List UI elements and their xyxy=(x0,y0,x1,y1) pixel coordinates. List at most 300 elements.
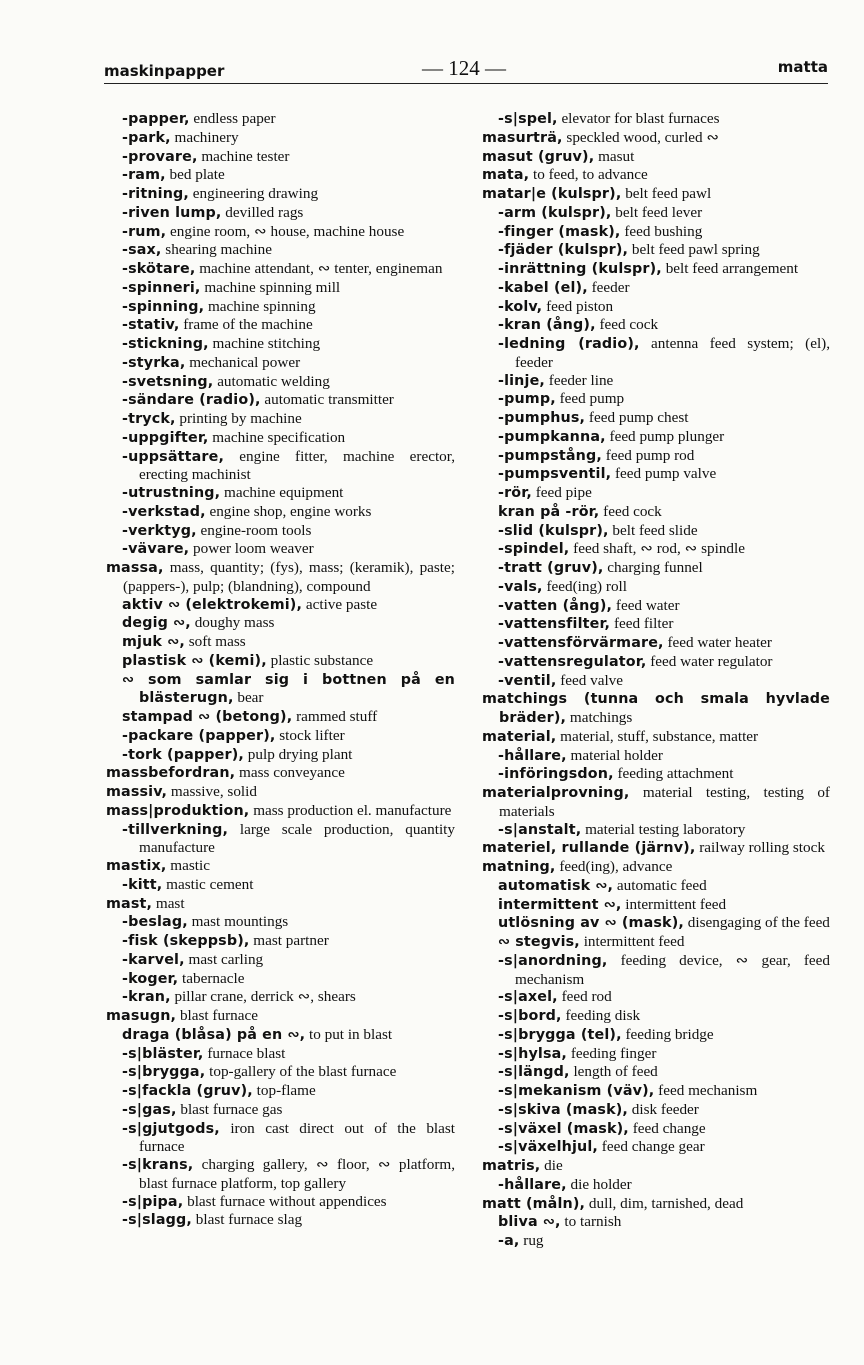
entry-headword: bliva ∾, xyxy=(498,1214,561,1231)
entry-translation: mechanical power xyxy=(189,353,301,371)
entry-translation: feed rod xyxy=(561,988,612,1006)
entry-translation: dull, dim, tarnished, dead xyxy=(588,1194,744,1212)
left-column xyxy=(106,110,455,1230)
entry-translation: machine specification xyxy=(212,428,346,446)
entry-headword: -finger (mask), xyxy=(498,223,621,240)
entry-translation: mastic xyxy=(170,857,210,874)
entry-headword: aktiv ∾ (elektrokemi), xyxy=(122,596,303,613)
entry-headword: -svetsning, xyxy=(122,373,214,390)
dictionary-subentry xyxy=(122,913,455,932)
header-left-guideword: maskinpapper xyxy=(104,62,225,80)
entry-translation: feed water heater xyxy=(667,634,772,651)
page-header xyxy=(104,56,828,84)
dictionary-subentry xyxy=(498,1082,830,1101)
entry-translation: blast furnace without appendices xyxy=(187,1192,387,1210)
entry-headword: -s|gas, xyxy=(122,1101,177,1118)
entry-translation: mast xyxy=(155,894,185,912)
entry-headword: material, xyxy=(482,728,557,745)
entry-headword: -spinneri, xyxy=(122,279,201,296)
entry-headword: utlösning av ∾ (mask), xyxy=(498,915,684,932)
entry-headword: -s|spel, xyxy=(498,111,558,127)
dictionary-subentry xyxy=(498,465,830,484)
dictionary-subentry xyxy=(498,1120,830,1139)
dictionary-subentry xyxy=(498,503,830,522)
entry-translation: feed pipe xyxy=(535,484,592,501)
dictionary-subentry xyxy=(498,260,830,279)
entry-headword: degig ∾, xyxy=(122,615,191,632)
page-number: — 124 — xyxy=(422,56,506,80)
entry-translation: mass production el. manufacture xyxy=(253,801,452,819)
entry-headword: mast, xyxy=(106,895,153,912)
entry-headword: -s|anstalt, xyxy=(498,821,582,838)
entry-headword: -s|gjutgods, xyxy=(122,1120,220,1137)
dictionary-entry xyxy=(482,1195,830,1214)
entry-headword: massiv, xyxy=(106,784,168,800)
entry-headword: -a, xyxy=(498,1233,520,1249)
entry-headword: -sax, xyxy=(122,242,162,259)
entry-translation: feed pump xyxy=(559,390,625,408)
entry-headword: -stativ, xyxy=(122,317,180,334)
entry-translation: engine shop, engine works xyxy=(209,502,372,520)
dictionary-subentry xyxy=(498,204,830,223)
entry-translation: feed bushing xyxy=(624,222,703,240)
entry-headword: -hållare, xyxy=(498,747,567,764)
entry-translation: frame of the machine xyxy=(183,316,313,334)
entry-headword: -vatten (ång), xyxy=(498,597,613,614)
entry-headword: automatisk ∾, xyxy=(498,877,614,894)
entry-translation: feeder line xyxy=(548,371,614,389)
entry-translation: tabernacle xyxy=(182,969,245,987)
entry-translation: plastic substance xyxy=(270,651,374,669)
dictionary-subentry xyxy=(498,1232,830,1251)
dictionary-subentry xyxy=(122,241,455,260)
entry-headword: -tryck, xyxy=(122,411,176,427)
entry-headword: -ram, xyxy=(122,167,166,184)
entry-headword: intermittent ∾, xyxy=(498,896,622,913)
entry-translation: intermittent feed xyxy=(583,933,685,950)
entry-translation: to feed, to advance xyxy=(533,166,648,184)
entry-translation: feed change gear xyxy=(601,1138,705,1156)
entry-translation: feeding finger xyxy=(570,1044,657,1062)
dictionary-subentry xyxy=(122,633,455,652)
entry-translation: devilled rags xyxy=(225,203,304,221)
entry-translation: belt feed pawl spring xyxy=(631,241,760,259)
dictionary-entry xyxy=(106,1007,455,1026)
dictionary-subentry xyxy=(122,484,455,503)
entry-headword: -vattensförvärmare, xyxy=(498,635,664,651)
entry-headword: mastix, xyxy=(106,858,167,874)
dictionary-subentry xyxy=(498,540,830,559)
entry-headword: -ledning (radio), xyxy=(498,336,640,352)
entry-headword: -inrättning (kulspr), xyxy=(498,261,662,277)
dictionary-entry xyxy=(106,802,455,821)
entry-headword: -ventil, xyxy=(498,672,557,689)
entry-translation: length of feed xyxy=(573,1063,658,1081)
entry-translation: engineering drawing xyxy=(192,185,319,202)
entry-headword: materiel, rullande (järnv), xyxy=(482,840,696,857)
entry-headword: -s|bord, xyxy=(498,1008,562,1024)
entry-headword: -fjäder (kulspr), xyxy=(498,242,629,259)
dictionary-subentry xyxy=(122,1120,455,1157)
dictionary-subentry xyxy=(122,223,455,242)
entry-headword: matris, xyxy=(482,1158,541,1174)
entry-headword: masut (gruv), xyxy=(482,148,595,165)
entry-translation: intermittent feed xyxy=(625,895,727,913)
entry-headword: -pumpsventil, xyxy=(498,466,612,483)
entry-headword: -karvel, xyxy=(122,951,185,968)
entry-headword: -vals, xyxy=(498,578,543,595)
entry-translation: material testing laboratory xyxy=(585,820,746,838)
dictionary-subentry xyxy=(122,279,455,298)
dictionary-subentry xyxy=(498,484,830,503)
entry-translation: top-gallery of the blast furnace xyxy=(209,1063,397,1081)
dictionary-subentry xyxy=(498,522,830,541)
entry-headword: -s|brygga (tel), xyxy=(498,1026,622,1043)
dictionary-subentry xyxy=(122,1101,455,1120)
entry-translation: antenna feed system; (el), feeder xyxy=(515,335,831,371)
dictionary-subentry xyxy=(498,241,830,260)
entry-headword: -s|hylsa, xyxy=(498,1045,568,1062)
entry-headword: -riven lump, xyxy=(122,204,222,221)
entry-headword: -s|axel, xyxy=(498,989,558,1006)
dictionary-subentry xyxy=(498,672,830,691)
entry-headword: matchings (tunna och smala hyvlade bräder), xyxy=(482,691,830,726)
entry-translation: doughy mass xyxy=(194,614,275,632)
entry-headword: -tratt (gruv), xyxy=(498,560,604,576)
entry-headword: -ritning, xyxy=(122,186,189,202)
entry-translation: die xyxy=(544,1157,563,1174)
entry-translation: pulp drying plant xyxy=(247,745,353,763)
entry-headword: -s|växelhjul, xyxy=(498,1139,598,1156)
entry-headword: ∾ som samlar sig i bottnen på en blästerugn, xyxy=(122,671,455,707)
dictionary-subentry xyxy=(122,540,455,559)
entry-headword: -styrka, xyxy=(122,354,186,371)
dictionary-subentry xyxy=(498,988,830,1007)
entry-translation: mast mountings xyxy=(191,913,289,931)
dictionary-subentry xyxy=(498,559,830,578)
dictionary-subentry xyxy=(498,1063,830,1082)
dictionary-subentry xyxy=(122,746,455,765)
entry-headword: -kitt, xyxy=(122,876,163,893)
entry-translation: blast furnace gas xyxy=(180,1100,283,1118)
entry-translation: belt feed pawl xyxy=(625,185,712,202)
dictionary-subentry xyxy=(122,1045,455,1064)
entry-translation: massive, solid xyxy=(170,783,257,800)
entry-headword: -införingsdon, xyxy=(498,766,614,783)
entry-translation: feeding attachment xyxy=(617,765,734,783)
entry-headword: -s|krans, xyxy=(122,1157,194,1173)
dictionary-subentry xyxy=(122,316,455,335)
entry-headword: matar|e (kulspr), xyxy=(482,186,622,202)
entry-headword: -stickning, xyxy=(122,336,209,352)
dictionary-subentry xyxy=(498,1101,830,1120)
dictionary-subentry xyxy=(498,390,830,409)
dictionary-entry xyxy=(482,129,830,148)
entry-translation: power loom weaver xyxy=(193,540,314,558)
entry-translation: pillar crane, derrick ∾, shears xyxy=(174,988,356,1006)
entry-translation: feeding bridge xyxy=(625,1025,714,1043)
entry-translation: iron cast direct out of the blast furnace xyxy=(139,1119,456,1156)
entry-translation: mastic cement xyxy=(166,875,254,893)
entry-translation: feed(ing) roll xyxy=(546,577,627,595)
entry-headword: massa, xyxy=(106,560,164,576)
entry-translation: feed piston xyxy=(546,297,614,315)
dictionary-entry xyxy=(482,1157,830,1176)
entry-headword: -kran, xyxy=(122,989,171,1006)
entry-headword: -s|mekanism (väv), xyxy=(498,1083,655,1099)
entry-headword: -spindel, xyxy=(498,541,570,558)
entry-translation: blast furnace slag xyxy=(195,1211,303,1229)
entry-translation: feed pump valve xyxy=(615,465,717,483)
dictionary-entry xyxy=(106,895,455,914)
entry-headword: -s|anordning, xyxy=(498,952,608,969)
entry-headword: -vävare, xyxy=(122,541,190,558)
dictionary-subentry xyxy=(122,522,455,541)
entry-headword: -rör, xyxy=(498,485,532,501)
entry-headword: mata, xyxy=(482,167,530,184)
entry-headword: -slid (kulspr), xyxy=(498,522,609,539)
entry-translation: elevator for blast furnaces xyxy=(561,110,720,127)
dictionary-entry xyxy=(106,857,455,876)
dictionary-subentry xyxy=(498,409,830,428)
entry-translation: material testing, testing of materials xyxy=(499,784,830,820)
dictionary-subentry xyxy=(498,765,830,784)
entry-translation: mass conveyance xyxy=(239,764,345,782)
entry-translation: feed mechanism xyxy=(658,1082,758,1099)
dictionary-subentry xyxy=(498,952,830,989)
dictionary-subentry xyxy=(498,597,830,616)
dictionary-subentry xyxy=(498,279,830,298)
entry-translation: printing by machine xyxy=(179,410,302,427)
dictionary-entry xyxy=(482,784,830,821)
entry-headword: -utrustning, xyxy=(122,485,221,501)
dictionary-subentry xyxy=(122,1211,455,1230)
entry-translation: bed plate xyxy=(169,166,225,184)
entry-headword: -s|fackla (gruv), xyxy=(122,1083,253,1099)
entry-headword: -s|slagg, xyxy=(122,1212,192,1229)
dictionary-subentry xyxy=(498,578,830,597)
entry-translation: machine spinning xyxy=(207,297,316,315)
entry-translation: large scale production, quantity manufacture xyxy=(139,820,455,857)
dictionary-subentry xyxy=(122,932,455,951)
entry-translation: machine stitching xyxy=(212,335,321,352)
entry-translation: top-flame xyxy=(256,1082,316,1099)
entry-translation: to put in blast xyxy=(309,1025,393,1043)
entry-translation: feed valve xyxy=(560,671,624,689)
entry-translation: mast partner xyxy=(253,932,329,949)
dictionary-entry xyxy=(482,148,830,167)
entry-headword: -spinning, xyxy=(122,298,205,315)
entry-translation: feed filter xyxy=(613,615,674,633)
header-rule xyxy=(104,83,828,84)
entry-translation: feed pump chest xyxy=(588,409,689,426)
entry-translation: material holder xyxy=(570,746,663,764)
dictionary-subentry xyxy=(122,614,455,633)
entry-headword: -uppgifter, xyxy=(122,429,209,446)
entry-headword: masurträ, xyxy=(482,129,563,146)
dictionary-subentry xyxy=(122,373,455,392)
entry-headword: -vattensfilter, xyxy=(498,616,611,633)
dictionary-subentry xyxy=(122,129,455,148)
dictionary-subentry xyxy=(122,821,455,858)
entry-translation: automatic feed xyxy=(616,876,707,894)
entry-headword: -park, xyxy=(122,129,171,146)
entry-translation: feed change xyxy=(632,1119,706,1137)
entry-headword: -s|växel (mask), xyxy=(498,1120,629,1137)
entry-translation: engine room, ∾ house, machine house xyxy=(170,222,405,240)
dictionary-subentry xyxy=(498,1176,830,1195)
entry-translation: machine attendant, ∾ tenter, engineman xyxy=(199,260,443,277)
dictionary-subentry xyxy=(122,708,455,727)
dictionary-subentry xyxy=(498,634,830,653)
dictionary-subentry xyxy=(498,1026,830,1045)
entry-translation: feed cock xyxy=(603,502,662,520)
entry-headword: draga (blåsa) på en ∾, xyxy=(122,1026,306,1043)
entry-translation: disk feeder xyxy=(631,1100,699,1118)
dictionary-subentry xyxy=(122,204,455,223)
entry-headword: matt (måln), xyxy=(482,1195,586,1212)
entry-headword: -kabel (el), xyxy=(498,279,588,296)
dictionary-subentry xyxy=(122,185,455,204)
dictionary-subentry xyxy=(122,148,455,167)
entry-translation: feed water regulator xyxy=(650,652,773,670)
entry-translation: belt feed lever xyxy=(615,203,703,221)
entry-translation: rug xyxy=(523,1232,544,1249)
entry-headword: kran på -rör, xyxy=(498,503,600,520)
entry-translation: soft mass xyxy=(188,633,246,650)
dictionary-subentry xyxy=(498,428,830,447)
entry-translation: matchings xyxy=(569,709,633,726)
dictionary-entry xyxy=(106,783,455,802)
entry-translation: feed pump plunger xyxy=(609,427,725,445)
dictionary-subentry xyxy=(122,260,455,279)
entry-translation: machinery xyxy=(174,128,239,146)
entry-translation: feed water xyxy=(615,596,680,614)
dictionary-subentry xyxy=(498,335,830,372)
entry-translation: machine spinning mill xyxy=(204,278,341,296)
header-right-guideword: matta xyxy=(777,58,828,76)
entry-translation: die holder xyxy=(570,1175,632,1193)
dictionary-subentry xyxy=(498,1213,830,1232)
dictionary-entry xyxy=(106,559,455,596)
dictionary-subentry xyxy=(122,970,455,989)
dictionary-subentry xyxy=(122,448,455,485)
dictionary-subentry xyxy=(122,671,455,709)
entry-headword: materialprovning, xyxy=(482,785,630,801)
entry-translation: engine-room tools xyxy=(200,521,312,539)
dictionary-subentry xyxy=(122,298,455,317)
entry-translation: material, stuff, substance, matter xyxy=(560,727,759,745)
dictionary-entry xyxy=(482,839,830,858)
entry-headword: -pumphus, xyxy=(498,410,586,426)
entry-headword: -papper, xyxy=(122,111,190,127)
dictionary-subentry xyxy=(498,1007,830,1026)
entry-translation: feed shaft, ∾ rod, ∾ spindle xyxy=(573,540,745,558)
entry-headword: plastisk ∾ (kemi), xyxy=(122,652,267,669)
dictionary-subentry xyxy=(122,988,455,1007)
entry-translation: charging funnel xyxy=(607,559,703,576)
dictionary-subentry xyxy=(122,1063,455,1082)
entry-translation: automatic transmitter xyxy=(264,391,394,409)
dictionary-subentry xyxy=(122,652,455,671)
entry-headword: -s|bläster, xyxy=(122,1045,204,1062)
entry-headword: -pump, xyxy=(498,391,556,408)
entry-translation: engine fitter, machine erector, erecting machinist xyxy=(139,447,456,484)
entry-headword: -s|längd, xyxy=(498,1064,570,1081)
entry-headword: -s|pipa, xyxy=(122,1193,184,1210)
dictionary-entry xyxy=(482,690,830,728)
entry-headword: -rum, xyxy=(122,223,167,240)
entry-headword: -tork (papper), xyxy=(122,746,244,763)
entry-translation: feeding device, ∾ gear, feed mechanism xyxy=(515,951,830,988)
dictionary-subentry xyxy=(122,429,455,448)
dictionary-subentry xyxy=(498,914,830,933)
dictionary-subentry xyxy=(122,110,455,129)
entry-headword: -kran (ång), xyxy=(498,317,596,334)
entry-translation: to tarnish xyxy=(564,1213,622,1231)
dictionary-subentry xyxy=(122,727,455,746)
entry-headword: -provare, xyxy=(122,148,198,165)
entry-headword: -arm (kulspr), xyxy=(498,204,612,221)
dictionary-entry xyxy=(482,728,830,747)
dictionary-entry xyxy=(482,858,830,877)
entry-translation: belt feed arrangement xyxy=(665,260,799,277)
entry-headword: -uppsättare, xyxy=(122,448,225,465)
dictionary-subentry xyxy=(122,391,455,410)
entry-translation: disengaging of the feed xyxy=(687,914,830,932)
entry-headword: -kolv, xyxy=(498,298,543,315)
entry-translation: railway rolling stock xyxy=(699,839,825,857)
right-column xyxy=(482,110,830,1251)
entry-headword: -sändare (radio), xyxy=(122,392,261,409)
entry-headword: -skötare, xyxy=(122,261,196,277)
dictionary-subentry xyxy=(122,876,455,895)
entry-translation: machine equipment xyxy=(224,484,344,501)
dictionary-subentry xyxy=(498,223,830,242)
dictionary-subentry xyxy=(122,1082,455,1101)
entry-translation: feed(ing), advance xyxy=(559,858,673,875)
dictionary-subentry xyxy=(122,354,455,373)
entry-headword: -s|skiva (mask), xyxy=(498,1101,628,1118)
dictionary-subentry xyxy=(122,1026,455,1045)
dictionary-subentry xyxy=(498,316,830,335)
dictionary-subentry xyxy=(498,1045,830,1064)
entry-headword: -beslag, xyxy=(122,914,188,931)
entry-headword: -pumpstång, xyxy=(498,447,602,464)
entry-translation: blast furnace xyxy=(179,1007,258,1024)
entry-headword: -verktyg, xyxy=(122,522,197,539)
dictionary-subentry xyxy=(498,877,830,896)
entry-headword: ∾ stegvis, xyxy=(498,934,580,950)
entry-translation: feed pump rod xyxy=(605,446,695,464)
entry-translation: shearing machine xyxy=(165,241,272,259)
dictionary-subentry xyxy=(498,933,830,952)
entry-translation: belt feed slide xyxy=(612,521,698,539)
entry-translation: charging gallery, ∾ floor, ∾ platform, blast furnace platform, top gallery xyxy=(139,1156,456,1192)
entry-translation: bear xyxy=(237,689,264,707)
dictionary-subentry xyxy=(498,372,830,391)
dictionary-subentry xyxy=(498,110,830,129)
entry-headword: mjuk ∾, xyxy=(122,634,185,650)
entry-headword: -verkstad, xyxy=(122,503,206,520)
dictionary-subentry xyxy=(122,951,455,970)
entry-headword: -s|brygga, xyxy=(122,1064,206,1081)
entry-headword: -hållare, xyxy=(498,1176,567,1193)
dictionary-subentry xyxy=(122,503,455,522)
dictionary-subentry xyxy=(122,335,455,354)
entry-headword: -pumpkanna, xyxy=(498,428,606,445)
dictionary-subentry xyxy=(498,653,830,672)
